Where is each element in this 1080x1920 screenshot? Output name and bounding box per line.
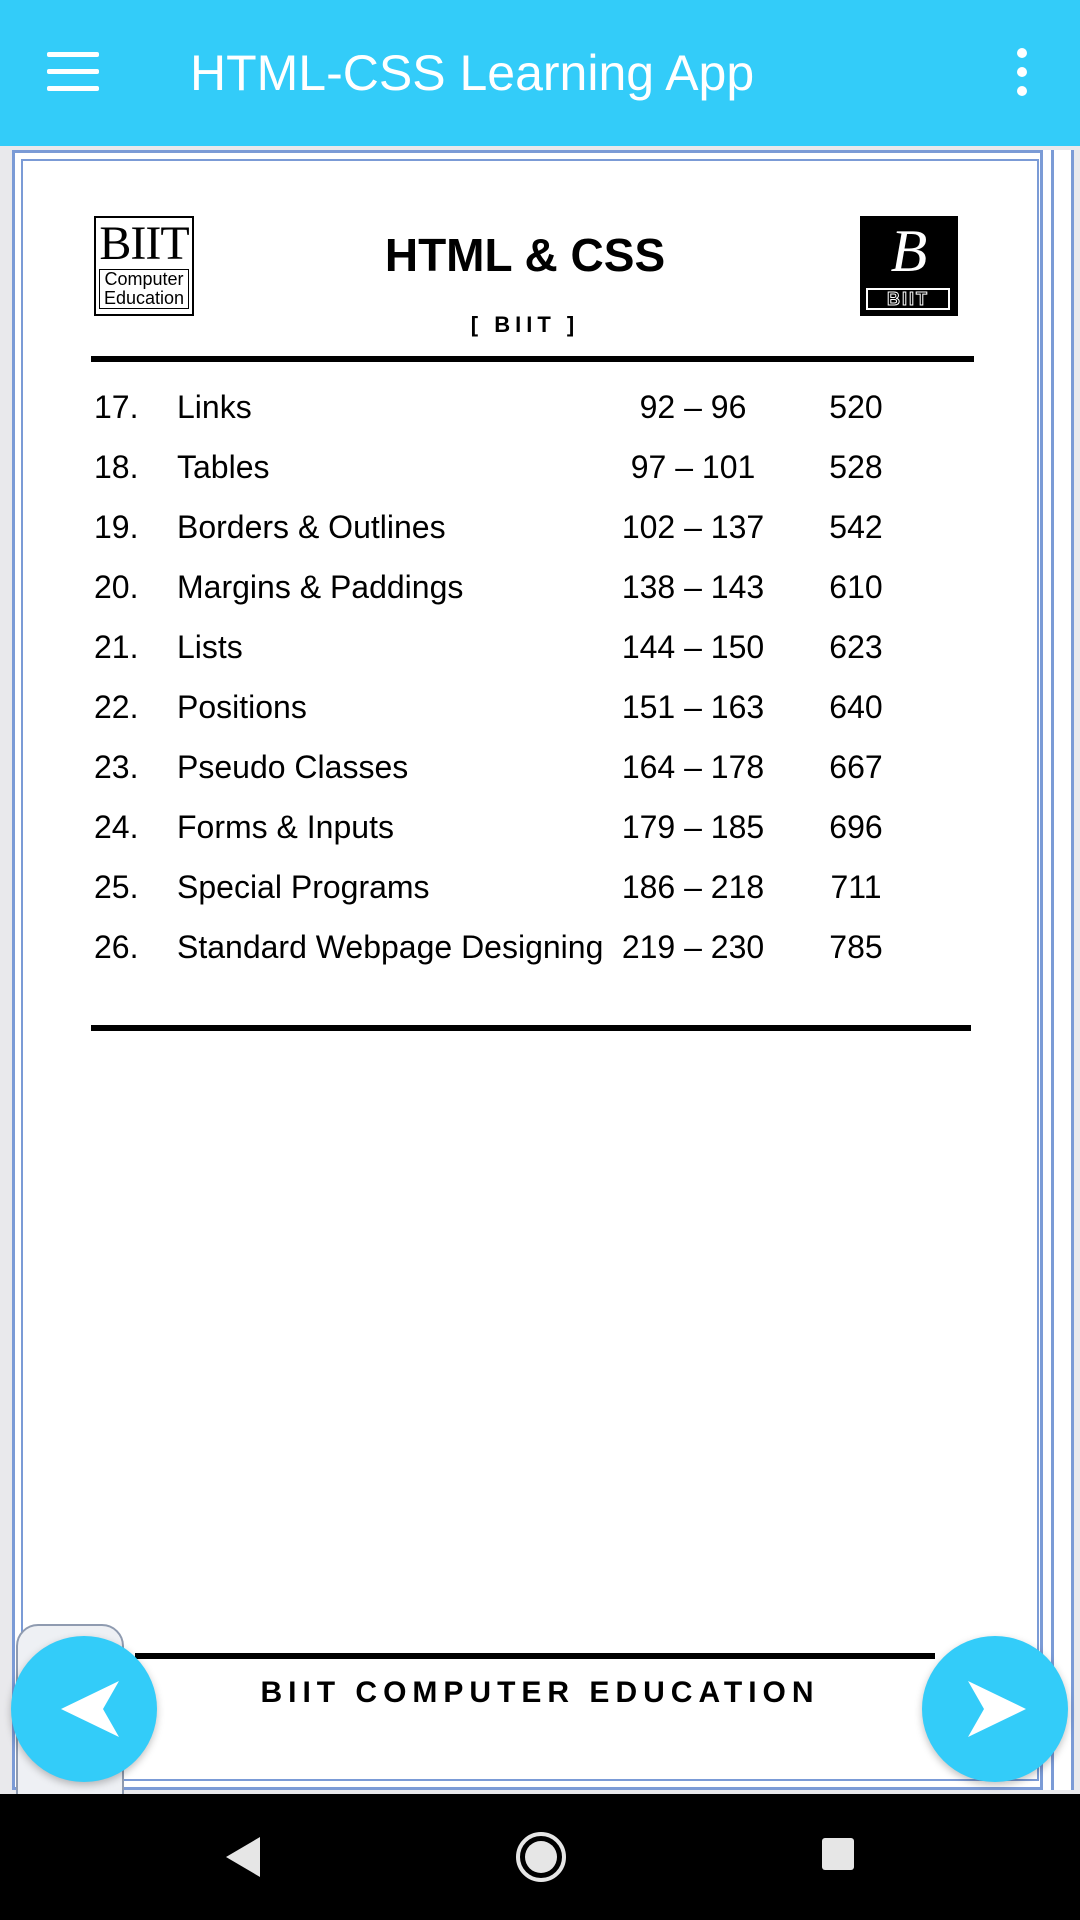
toc-topic: Pseudo Classes <box>177 749 409 785</box>
toc-number: 22. <box>94 689 139 725</box>
toc-page: 711 <box>830 869 882 905</box>
toc-row <box>0 749 1080 799</box>
arrow-right-icon <box>922 1636 1068 1782</box>
toc-topic: Tables <box>177 449 270 485</box>
toc-row <box>0 389 1080 439</box>
toc-range: 179 – 185 <box>621 809 765 845</box>
document-subtitle: [ BIIT ] <box>470 312 580 337</box>
b-monogram-logo <box>860 216 958 316</box>
recents-square-icon[interactable] <box>820 1836 856 1872</box>
logo-line-1: Computer <box>104 269 184 289</box>
biit-logo <box>94 216 194 316</box>
toc-range: 144 – 150 <box>621 629 765 665</box>
toc-row <box>0 869 1080 919</box>
toc-page: 696 <box>829 809 883 845</box>
toc-number: 17. <box>94 389 139 425</box>
toc-range: 186 – 218 <box>621 869 765 905</box>
top-divider <box>91 356 974 362</box>
toc-page: 610 <box>829 569 883 605</box>
system-navigation-bar <box>0 1794 1080 1920</box>
app-bar <box>0 0 1080 146</box>
toc-row <box>0 509 1080 559</box>
toc-range: 92 – 96 <box>639 389 747 425</box>
toc-number: 21. <box>94 629 139 665</box>
toc-topic: Forms & Inputs <box>177 809 394 845</box>
toc-number: 19. <box>94 509 139 545</box>
toc-number: 25. <box>94 869 139 905</box>
arrow-left-icon <box>11 1636 157 1782</box>
toc-row <box>0 629 1080 679</box>
toc-row <box>0 689 1080 739</box>
back-triangle-icon[interactable] <box>222 1834 262 1880</box>
page-footer: BIIT COMPUTER EDUCATION <box>260 1676 820 1709</box>
previous-page-button[interactable] <box>11 1636 157 1782</box>
toc-page: 542 <box>829 509 883 545</box>
toc-range: 164 – 178 <box>621 749 765 785</box>
toc-number: 23. <box>94 749 139 785</box>
home-circle-icon[interactable] <box>514 1830 568 1884</box>
toc-topic: Lists <box>177 629 243 665</box>
toc-row <box>0 809 1080 859</box>
next-page-button[interactable] <box>922 1636 1068 1782</box>
monogram-glyph: B <box>890 218 928 284</box>
footer-divider <box>135 1653 935 1659</box>
toc-page: 785 <box>829 929 883 965</box>
toc-page: 520 <box>829 389 883 425</box>
toc-row <box>0 449 1080 499</box>
toc-number: 18. <box>94 449 139 485</box>
toc-row <box>0 569 1080 619</box>
toc-topic: Links <box>177 389 252 425</box>
logo-text: BIIT <box>99 217 189 270</box>
toc-number: 24. <box>94 809 139 845</box>
toc-topic: Margins & Paddings <box>177 569 464 605</box>
toc-page: 528 <box>829 449 883 485</box>
toc-page: 667 <box>829 749 883 785</box>
hamburger-menu-icon[interactable] <box>47 52 99 92</box>
toc-topic: Borders & Outlines <box>177 509 446 545</box>
toc-range: 138 – 143 <box>621 569 765 605</box>
toc-number: 26. <box>94 929 139 965</box>
app-title: HTML-CSS Learning App <box>190 45 755 101</box>
more-vert-icon[interactable] <box>1008 48 1036 98</box>
monogram-tag: BIIT <box>866 288 950 310</box>
toc-page: 640 <box>829 689 883 725</box>
bottom-divider <box>91 1025 971 1031</box>
toc-range: 102 – 137 <box>621 509 765 545</box>
toc-topic: Standard Webpage Designing <box>177 929 604 965</box>
toc-range: 151 – 163 <box>621 689 765 725</box>
toc-range: 97 – 101 <box>630 449 756 485</box>
logo-subtext <box>99 269 189 309</box>
toc-number: 20. <box>94 569 139 605</box>
logo-line-2: Education <box>103 288 185 308</box>
toc-row <box>0 929 1080 979</box>
toc-topic: Positions <box>177 689 307 725</box>
toc-topic: Special Programs <box>177 869 430 905</box>
document-title: HTML & CSS <box>384 229 666 281</box>
toc-page: 623 <box>829 629 883 665</box>
toc-range: 219 – 230 <box>621 929 765 965</box>
